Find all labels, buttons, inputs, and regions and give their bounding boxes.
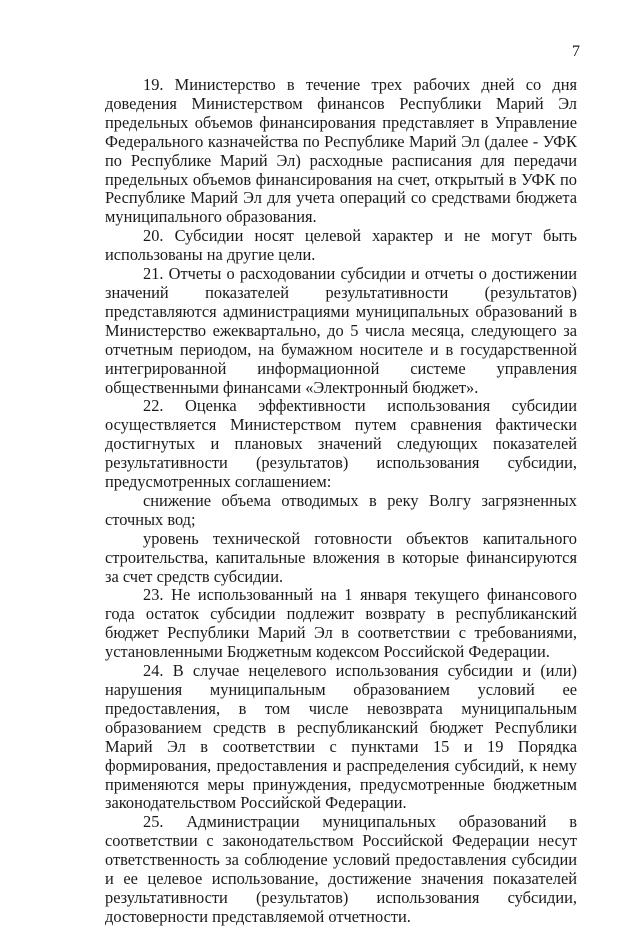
paragraph-19: 19. Министерство в течение трех рабочих дней со дня доведения Министерством финансов Республики Марий Эл предельных объемов финансирования представляет в Управление Федерального казначейства по Республике Марий Эл (далее - УФК по Республике Марий Эл) расходные расписания для передачи предельных объемов финансирования на счет, открытый в УФК по Республике Марий Эл для учета операций со средствами бюджета муниципального образования. bbox=[105, 75, 577, 227]
paragraph-20: 20. Субсидии носят целевой характер и не могут быть использованы на другие цели. bbox=[105, 226, 577, 265]
paragraph-25: 25. Администрации муниципальных образований в соответствии с законодательством Российской Федерации несут ответственность за соблюдение условий предоставления субсидии и ее целевое использование, достижение значения показателей результативности (результатов) использования субсидии, достоверности представляемой отчетности. bbox=[105, 812, 577, 926]
paragraph-24: 24. В случае нецелевого использования субсидии и (или) нарушения муниципальным образованием условий ее предоставления, в том числе невозврата муниципальным образованием средств в республиканский бюджет Республики Марий Эл в соответствии с пунктами 15 и 19 Порядка формирования, предоставления и распределения субсидий, к нему применяются меры принуждения, предусмотренные бюджетным законодательством Российской Федерации. bbox=[105, 661, 577, 813]
paragraph-22-indicator-1: снижение объема отводимых в реку Волгу загрязненных сточных вод; bbox=[105, 490, 577, 529]
paragraph-22-indicator-2: уровень технической готовности объектов капитального строительства, капитальные вложения в которые финансируются за счет средств субсидии. bbox=[105, 528, 577, 586]
document-body bbox=[105, 76, 577, 927]
paragraph-23: 23. Не использованный на 1 января текущего финансового года остаток субсидии подлежит возврату в республиканский бюджет Республики Марий Эл в соответствии с требованиями, установленными Бюджетным кодексом Российской Федерации. bbox=[105, 585, 577, 662]
paragraph-21: 21. Отчеты о расходовании субсидии и отчеты о достижении значений показателей результативности (результатов) представляются администрациями муниципальных образований в Министерство ежеквартально, до 5 числа месяца, следующего за отчетным периодом, на бумажном носителе и в государственной интегрированной информационной системе управления общественными финансами «Электронный бюджет». bbox=[105, 264, 577, 397]
page-number: 7 bbox=[572, 43, 580, 60]
paragraph-22: 22. Оценка эффективности использования субсидии осуществляется Министерством путем сравнения фактически достигнутых и плановых значений следующих показателей результативности (результатов) использования субсидии, предусмотренных соглашением: bbox=[105, 396, 577, 492]
